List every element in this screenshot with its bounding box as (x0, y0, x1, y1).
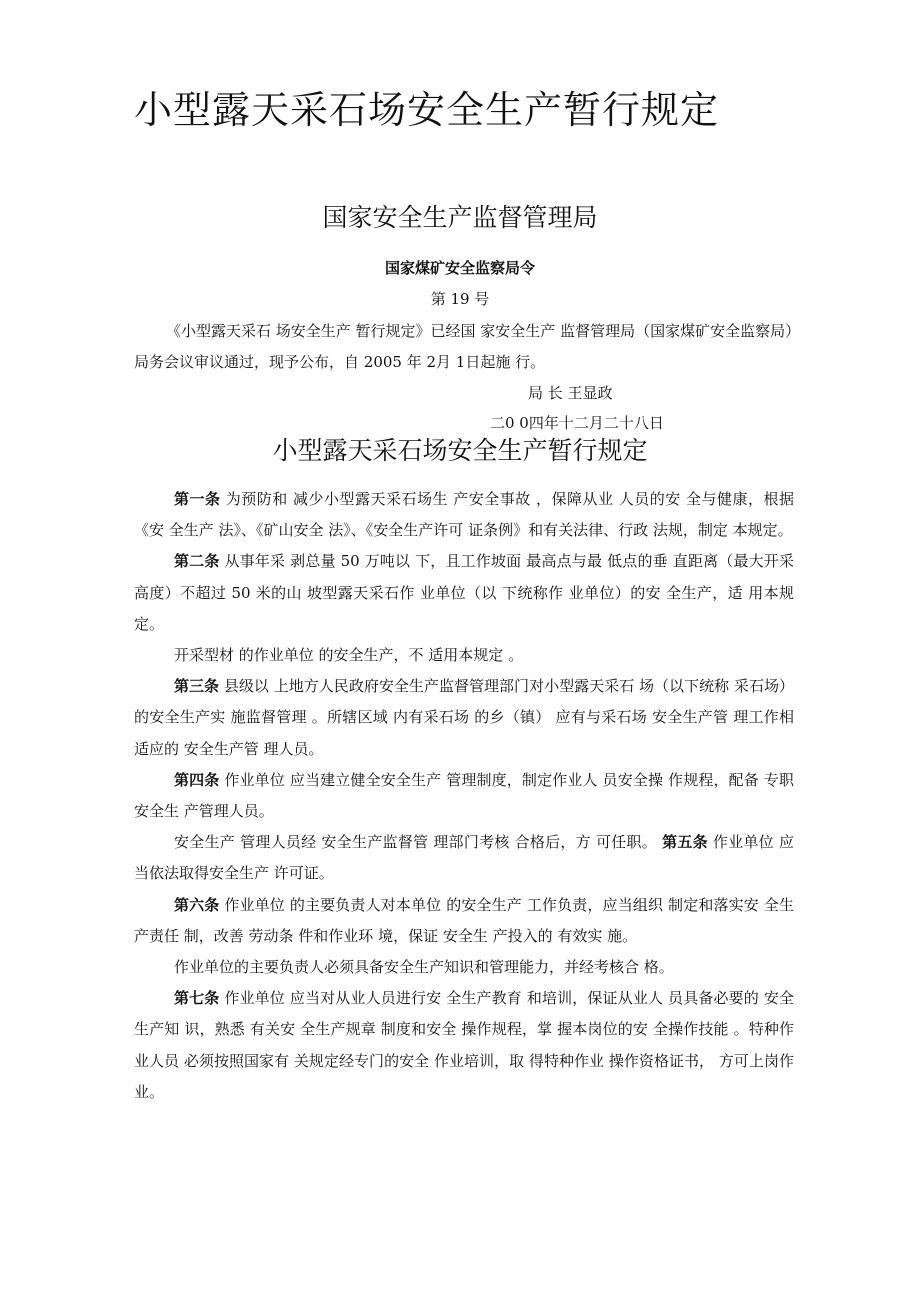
order-title: 国家煤矿安全监察局令 (384, 259, 535, 277)
article-3 (134, 671, 794, 765)
article-label: 第五条 (662, 833, 708, 852)
article-6 (134, 890, 794, 952)
article-1 (134, 484, 794, 546)
article-text: 作业单位 应当建立健全安全生产 管理制度，制定作业人 员安全操 作规程，配备 专职安全生 产管理人员。 (134, 770, 794, 821)
issue-date: 二0 0四年十二月二十八日 (490, 414, 664, 432)
article-6-note (134, 952, 794, 983)
announcement: 《小型露天采石 场安全生产 暂行规定》已经国 家安全生产 监督管理局（国家煤矿安全监察局）局务会议审议通过，现予公布，自 2005 年 2月 1日起施 行。 (134, 322, 793, 371)
signer: 局 长 王显政 (528, 384, 613, 402)
article-7 (134, 983, 794, 1108)
article-4-note (134, 827, 794, 889)
article-text: 安全生产 管理人员经 安全生产监督管 理部门考核 合格后，方 可任职。 (174, 833, 658, 852)
main-title: 小型露天采石场安全生产暂行规定 (134, 88, 720, 132)
article-text: 开采型材 的作业单位 的安全生产，不 适用本规定 。 (174, 646, 524, 665)
article-2-note (134, 640, 794, 671)
article-label: 第三条 (174, 677, 220, 696)
article-label: 第六条 (174, 895, 220, 914)
article-label: 第一条 (174, 490, 221, 508)
article-4 (134, 765, 794, 827)
issuing-agency: 国家安全生产监督管理局 (322, 203, 598, 232)
article-text: 作业单位 应当依法取得安全生产 许可证。 (134, 833, 794, 883)
regulation-body (134, 484, 794, 1108)
article-text: 为预防和 减少小型露天采石场生 产安全事故 ，保障从业 人员的安 全与健康，根据《安 全生产 法》、《矿山安全 法》、《安全生产许可 证条例》和有关法律、行政 法规，制定 本规定。 (134, 490, 794, 540)
article-label: 第四条 (174, 770, 220, 789)
article-2 (134, 546, 794, 640)
order-number: 第 19 号 (430, 290, 490, 308)
article-label: 第七条 (174, 989, 220, 1008)
article-text: 作业单位 应当对从业人员进行安 全生产教育 和培训，保证从业人 员具备必要的 安全生产知 识，熟悉 有关安 全生产规章 制度和安全 操作规程，掌 握本岗位的安 全操作技能 。特种作业人员 必须按照国家有 关规定经专门的安全 作业培训，取 得特种作业 操作资格证书， 方可上岗作 业。 (134, 989, 794, 1101)
article-label: 第二条 (174, 552, 220, 571)
article-text: 县级以 上地方人民政府安全生产监督管理部门对小型露天采石 场（以下统称 采石场）的安全生产实 施监督管理 。所辖区域 内有采石场 的乡（镇） 应有与采石场 安全生产管 理工作相适应的 安全生产管 理人员。 (134, 677, 794, 758)
article-text: 从事年采 剥总量 50 万吨以 下，且工作坡面 最高点与最 低点的垂 直距离（最大开采 高度）不超过 50 米的山 坡型露天采石作 业单位（以 下统称作 业单位）的安 全生产，适 用本规定。 (134, 552, 794, 633)
regulation-title: 小型露天采石场安全生产暂行规定 (272, 436, 648, 465)
article-text: 作业单位的主要负责人必须具备安全生产知识和管理能力，并经考核合 格。 (174, 958, 674, 977)
article-text: 作业单位 的主要负责人对本单位 的安全生产 工作负责，应当组织 制定和落实安 全生产责任 制，改善 劳动条 件和作业环 境，保证 安全生 产投入的 有效实 施。 (134, 895, 794, 945)
